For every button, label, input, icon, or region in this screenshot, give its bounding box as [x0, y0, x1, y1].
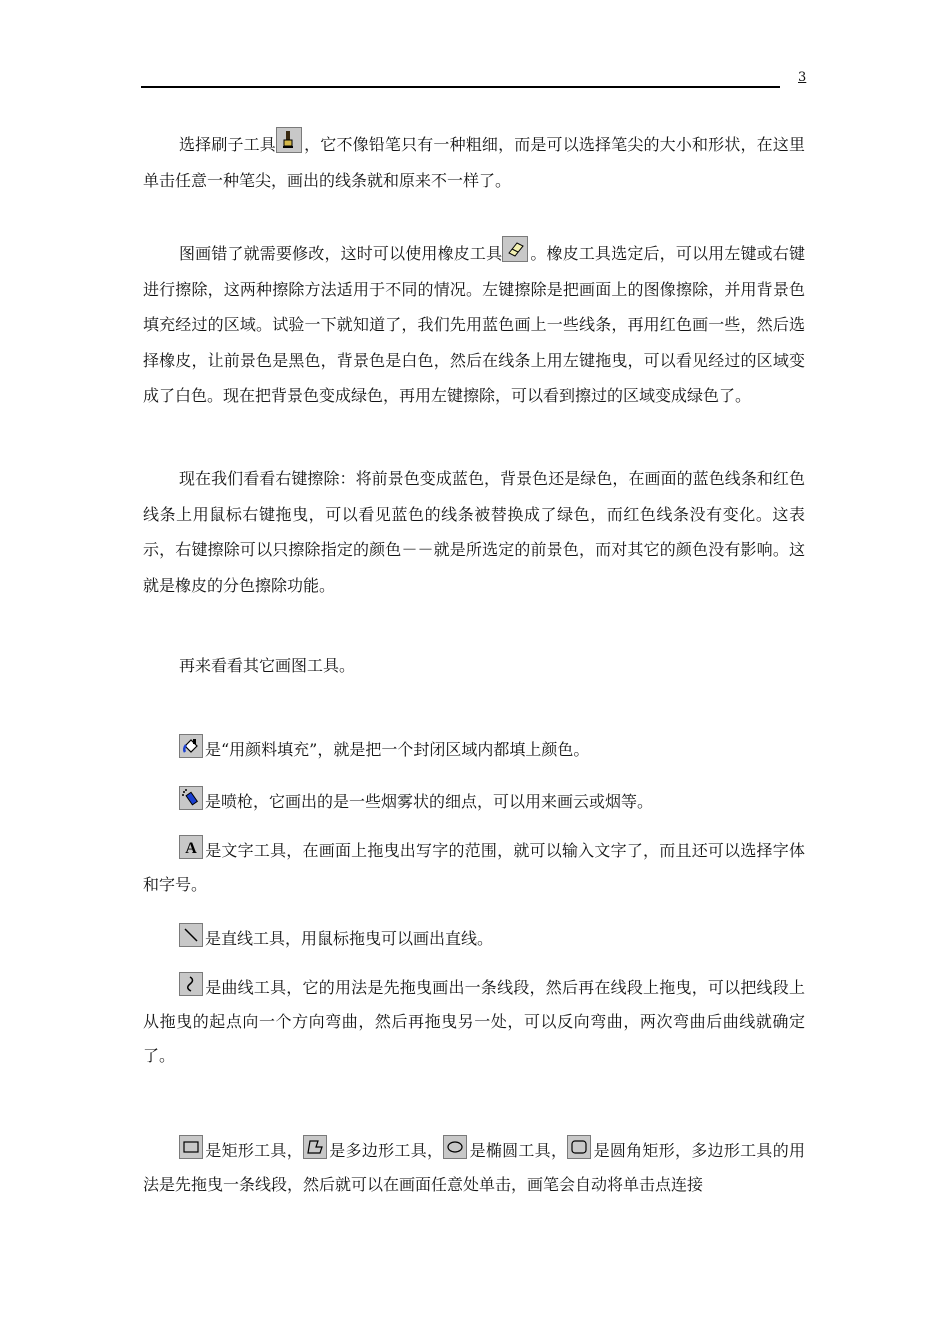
rounded-rectangle-tool-icon [567, 1135, 591, 1159]
brush-icon [276, 127, 302, 153]
tool-shapes-line [143, 1134, 805, 1202]
polygon-tool-description: 是多边形工具， [329, 1141, 444, 1160]
page-number: 3 [798, 70, 807, 85]
ellipse-tool-icon [443, 1135, 467, 1159]
tool-airbrush-line [143, 785, 805, 819]
eraser-text-before: 图画错了就需要修改，这时可以使用橡皮工具 [179, 244, 503, 263]
text-tool-icon [179, 835, 203, 859]
paragraph-brush [143, 127, 805, 198]
polygon-tool-icon [303, 1135, 327, 1159]
fill-bucket-icon [179, 734, 203, 758]
paragraph-other-tools: 再来看看其它画图工具。 [179, 656, 356, 675]
eraser-icon [502, 236, 528, 262]
paragraph-right-erase: 现在我们看看右键擦除：将前景色变成蓝色，背景色还是绿色，在画面的蓝色线条和红色线条上用鼠标右键拖曳，可以看见蓝色的线条被替换成了绿色，而红色线条没有变化。这表示，右键擦除可以只擦除指定的颜色－－就是所选定的前景色，而对其它的颜色没有影响。这就是橡皮的分色擦除功能。 [143, 469, 805, 595]
airbrush-description: 是喷枪，它画出的是一些烟雾状的细点，可以用来画云或烟等。 [205, 792, 654, 811]
rectangle-tool-description: 是矩形工具， [205, 1141, 303, 1160]
paragraph-eraser [143, 236, 805, 414]
tool-curve-line [143, 971, 805, 1073]
eraser-text-after: 。橡皮工具选定后，可以用左键或右键进行擦除，这两种擦除方法适用于不同的情况。左键擦除是把画面上的图像擦除，并用背景色填充经过的区域。试验一下就知道了，我们先用蓝色画上一些线条，再用红色画一些，然后选择橡皮，让前景色是黑色，背景色是白色，然后在线条上用左键拖曳，可以看见经过的区域变成了白色。现在把背景色变成绿色，再用左键擦除，可以看到擦过的区域变成绿色了。 [143, 244, 805, 406]
tool-fill-line [143, 733, 805, 767]
curve-tool-icon [179, 972, 203, 996]
text-tool-description: 是文字工具，在画面上拖曳出写字的范围，就可以输入文字了，而且还可以选择字体和字号。 [143, 841, 805, 894]
brush-text-before: 选择刷子工具 [179, 135, 276, 154]
header-rule [141, 86, 780, 88]
rounded-rectangle-tool-description: 是圆角矩形，多边形工具的用法是先拖曳一条线段，然后就可以在画面任意处单击，画笔会自动将单击点连接 [143, 1141, 805, 1194]
brush-text-after: ，它不像铅笔只有一种粗细，而是可以选择笔尖的大小和形状，在这里单击任意一种笔尖，画出的线条就和原来不一样了。 [143, 135, 805, 190]
curve-tool-description: 是曲线工具，它的用法是先拖曳画出一条线段，然后再在线段上拖曳，可以把线段上从拖曳的起点向一个方向弯曲，然后再拖曳另一处，可以反向弯曲，两次弯曲后曲线就确定了。 [143, 978, 805, 1065]
line-tool-icon [179, 923, 203, 947]
fill-description: 是“用颜料填充”，就是把一个封闭区域内都填上颜色。 [205, 740, 590, 759]
tool-line-line [143, 922, 805, 956]
airbrush-icon [179, 786, 203, 810]
ellipse-tool-description: 是椭圆工具， [469, 1141, 568, 1160]
rectangle-tool-icon [179, 1135, 203, 1159]
line-tool-description: 是直线工具，用鼠标拖曳可以画出直线。 [205, 929, 494, 948]
tool-text-line [143, 834, 805, 902]
svg-text:A: A [185, 840, 197, 857]
